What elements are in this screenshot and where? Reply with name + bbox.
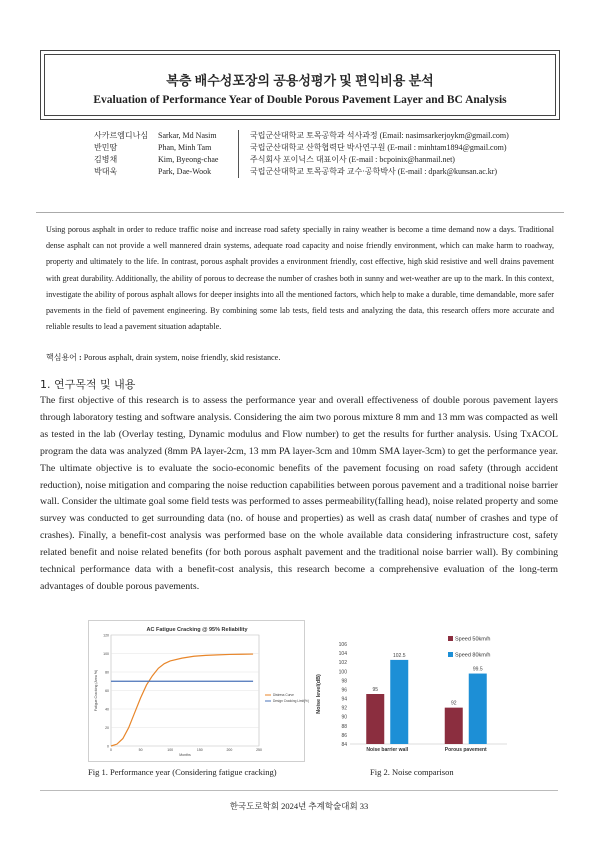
figure-1-caption: Fig 1. Performance year (Considering fatigue cracking) — [88, 767, 277, 777]
author-affiliation: 국립군산대학교 산학협력단 박사연구원 (E-mail : minhtam1894@gmail.com) — [250, 143, 507, 152]
figure-2-caption: Fig 2. Noise comparison — [370, 767, 454, 777]
y-tick-label: 98 — [341, 678, 347, 685]
y-tick-label: 80 — [105, 670, 109, 675]
y-axis-label: Fatigue Cracking (Area %) — [94, 669, 98, 712]
affiliation-divider — [238, 130, 239, 178]
author-affiliation: 주식회사 포이닉스 대표이사 (E-mail : bcpoinix@hanmail.net) — [250, 155, 455, 164]
abstract-text: Using porous asphalt in order to reduce traffic noise and increase road safety specially in rainy weather is become a time demand now a days. Traditional dense asphalt can not provide a well mannered drain systems, adequate road capacity and noise friendly environment, which can make harm to roadway, property and ultimately to the life. In contrast, porous asphalt provides a environment friendly, cost effective, high skid resistive and well drains pavement with great durability. Additionally, the ability of porous to decrease the number of crashes both in sunny and wet-weather are up to the mark. In this context, investigate the ability of porous asphalt allows for deeper insights into all the mentioned factors, which help to make a durable, time demandable, more safer pavements in the field of pavement engineering. By combining some lab tests, field tests and analyzing the data, this research offers more accurate and reliable results to lead a pavement situation adaptable. — [46, 225, 554, 332]
y-tick-label: 102 — [338, 660, 347, 667]
bar-value-label: 102.5 — [392, 652, 406, 659]
noise-comparison-chart — [312, 632, 512, 762]
author-affiliation: 국립군산대학교 토목공학과 교수·공학박사 (E-mail : dpark@kunsan.ac.kr) — [250, 167, 498, 176]
y-tick-label: 0 — [107, 744, 109, 749]
author-korean-name: 김병채 — [94, 155, 118, 164]
legend-label: Speed 50km/h — [455, 636, 491, 643]
bar — [469, 674, 487, 744]
author-affiliation: 국립군산대학교 토목공학과 석사과정 (Email: nasimsarkerjoykm@gmail.com) — [250, 131, 509, 140]
page-footer: 한국도로학회 2024년 추계학술대회 33 — [229, 801, 369, 811]
y-tick-label: 86 — [341, 732, 347, 739]
y-axis-label: Noise level(dB) — [316, 674, 322, 714]
y-tick-label: 106 — [338, 642, 347, 648]
bar — [390, 660, 408, 744]
legend-swatch — [448, 652, 453, 657]
author-korean-name: 박대욱 — [94, 167, 118, 176]
y-tick-label: 60 — [105, 689, 109, 693]
x-tick-label: 150 — [196, 748, 203, 752]
y-tick-label: 88 — [341, 723, 347, 730]
author-english-name: Phan, Minh Tam — [158, 143, 212, 152]
legend-label: Design Cracking Limit(%) — [273, 699, 309, 704]
legend-label: Speed 80km/h — [455, 652, 491, 659]
author-english-name: Sarkar, Md Nasim — [158, 131, 217, 140]
chart-title: AC Fatigue Cracking @ 95% Reliability — [146, 627, 248, 633]
bar-value-label: 92 — [450, 700, 457, 707]
x-tick-label: 0 — [110, 748, 112, 752]
author-korean-name: 사카르엠디나심 — [94, 131, 149, 140]
y-tick-label: 40 — [105, 707, 109, 712]
y-tick-label: 20 — [105, 726, 109, 730]
x-tick-label: 250 — [256, 748, 262, 752]
figure-1-chart — [88, 620, 309, 762]
bar-value-label: 99.5 — [472, 666, 483, 673]
section-heading: 1. 연구목적 및 내용 — [40, 378, 136, 391]
y-tick-label: 92 — [341, 705, 347, 712]
bar — [366, 694, 384, 744]
y-tick-label: 96 — [341, 687, 347, 694]
legend-swatch — [448, 636, 453, 641]
y-tick-label: 84 — [341, 742, 347, 748]
x-category-label: Porous pavement — [444, 747, 487, 753]
keywords-line: 핵심용어 : Porous asphalt, drain system, noise friendly, skid resistance. — [46, 353, 281, 362]
author-english-name: Park, Dae-Wook — [158, 167, 212, 176]
x-tick-label: 50 — [138, 748, 143, 752]
y-tick-label: 94 — [341, 696, 347, 703]
y-tick-label: 104 — [338, 651, 347, 658]
footer-divider — [40, 790, 558, 791]
author-korean-name: 반민땀 — [94, 143, 118, 152]
body-paragraph: The first objective of this research is to assess the performance year and overall effectiveness of double porous pavement layers through laboratory testing and software analysis. Considering the aim two porous mixture 8 mm and 13 mm was compacted as well as tested in the lab (Overlay testing, Dynamic modulus and Flow number) to get the results for further analysis. Using TxACOL program the data was analyzed (8mm PA layer-2cm, 13 mm PA layer-3cm and 10mm SMA layer-3cm) to get the performance year. The ultimate objective is to evaluate the socio-economic benefits of the pavement focusing on road safety (through accident reduction), noise mitigation and comparing the noise reduction capabilities between porous pavement and a traditional noise barrier wall. Consider the ultimate goal some field tests was performed to asses permeability(falling head), noise related property and some survey was conducted to get surrounding data (no. of house and properties) as well as crash data( number of crashes and type of crashes). Finally, a benefit-cost analysis was performed base on the whole available data considering infrastructure cost, safety related benefit and noise related benefits (for both porous asphalt pavement and the traditional noise barrier wall). By combining technical performance data with a benefit-cost analysis, this research become a comprehensive evaluation of the long-term advantages of double porous pavements. — [40, 395, 558, 592]
figure-2-chart — [312, 632, 512, 762]
bar-value-label: 95 — [372, 687, 379, 693]
paper-title-english: Evaluation of Performance Year of Double Porous Pavement Layer and BC Analysis — [93, 94, 507, 106]
keywords-text: Porous asphalt, drain system, noise friendly, skid resistance. — [83, 353, 281, 362]
y-tick-label: 100 — [338, 669, 347, 676]
x-category-label: Noise barrier wall — [366, 747, 409, 753]
y-tick-label: 120 — [103, 633, 109, 638]
bar — [445, 708, 463, 744]
x-tick-label: 100 — [167, 748, 174, 752]
keywords-label: 핵심용어 — [46, 353, 77, 362]
legend-label: Distress Curve — [273, 693, 294, 698]
paper-title-korean: 복층 배수성포장의 공용성평가 및 편익비용 분석 — [166, 73, 434, 88]
y-tick-label: 100 — [103, 652, 109, 656]
x-tick-label: 200 — [226, 748, 233, 752]
y-tick-label: 90 — [341, 714, 347, 721]
author-english-name: Kim, Byeong-chae — [158, 155, 219, 164]
x-axis-label: Months — [179, 753, 191, 757]
fatigue-cracking-chart — [89, 621, 309, 761]
